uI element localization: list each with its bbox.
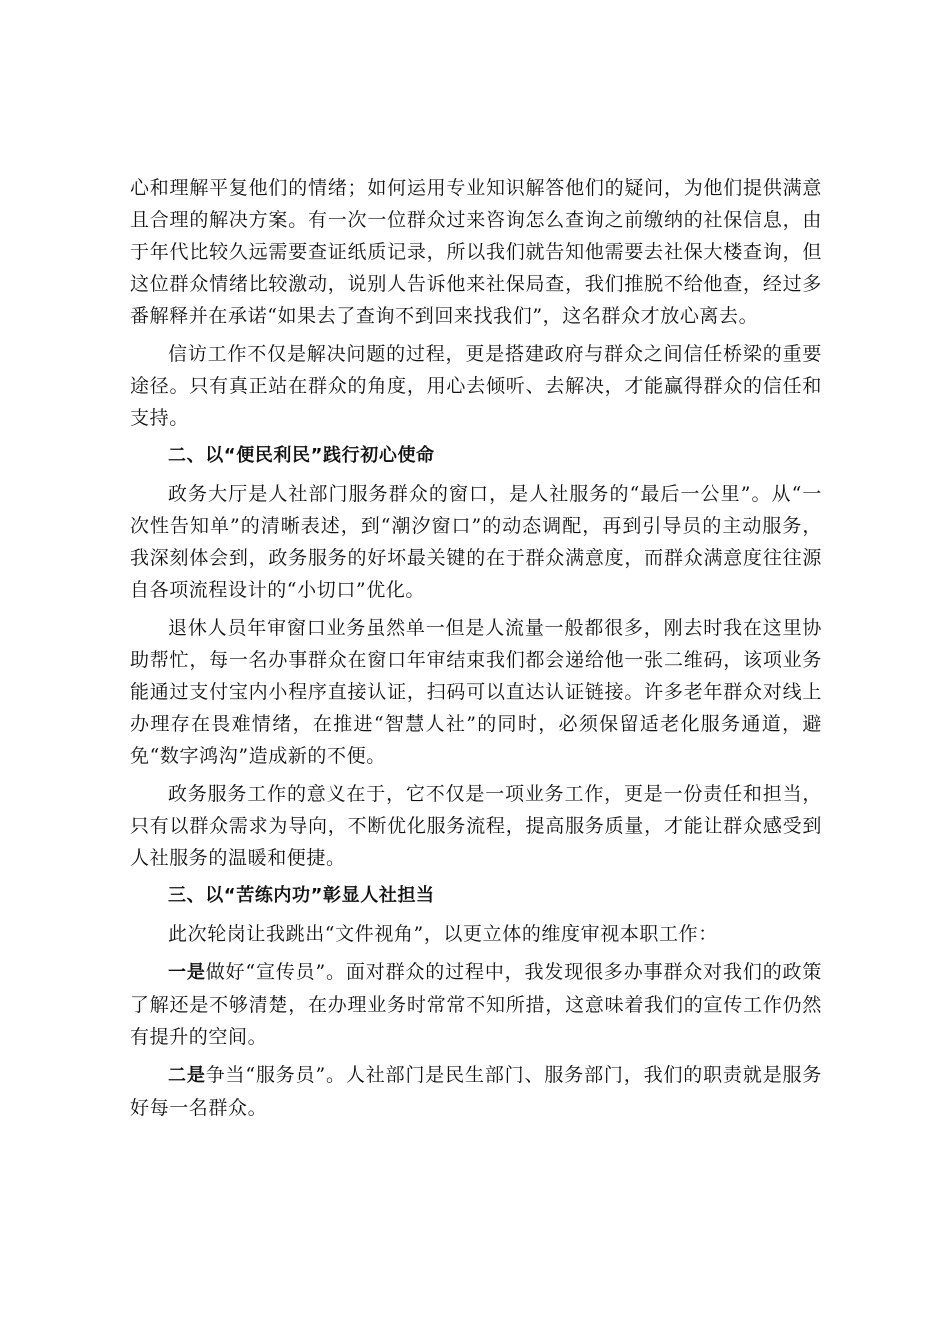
paragraph-7-text: 做好“宣传员”。面对群众的过程中，我发现很多办事群众对我们的政策了解还是不够清楚，在办理业务时常常不知所措，这意味着我们的宣传工作仍然有提升的空间。 — [130, 961, 822, 1048]
paragraph-2: 信访工作不仅是解决问题的过程，更是搭建政府与群众之间信任桥梁的重要途径。只有真正站在群众的角度，用心去倾听、去解决，才能赢得群众的信任和支持。 — [130, 343, 822, 429]
section-heading-3: 三、以“苦练内功”彰显人社担当 — [168, 885, 435, 906]
paragraph-1: 心和理解平复他们的情绪；如何运用专业知识解答他们的疑问，为他们提供满意且合理的解决方案。有一次一位群众过来咨询怎么查询之前缴纳的社保信息，由于年代比较久远需要查证纸质记录，所以我们就告知他需要去社保大楼查询，但这位群众情绪比较激动，说别人告诉他来社保局查，我们推脱不给他查，经过多番解释并在承诺“如果去了查询不到回来找我们”，这名群众才放心离去。 — [130, 177, 822, 327]
paragraph-7-lead: 一是 — [168, 962, 206, 983]
paragraph-8-text: 争当“服务员”。人社部门是民生部门、服务部门，我们的职责就是服务好每一名群众。 — [130, 1064, 822, 1119]
paragraph-4: 退休人员年审窗口业务虽然单一但是人流量一般都很多，刚去时我在这里协助帮忙，每一名办事群众在窗口年审结束我们都会递给他一张二维码，该项业务能通过支付宝内小程序直接认证，扫码可以直达认证链接。许多老年群众对线上办理存在畏难情绪，在推进“智慧人社”的同时，必须保留适老化服务通道，避免“数字鸿沟”造成新的不便。 — [130, 617, 822, 767]
paragraph-6: 此次轮岗让我跳出“文件视角”，以更立体的维度审视本职工作： — [168, 923, 718, 945]
paragraph-3: 政务大厅是人社部门服务群众的窗口，是人社服务的“最后一公里”。从“一次性告知单”的清晰表述，到“潮汐窗口”的动态调配，再到引导员的主动服务，我深刻体会到，政务服务的好坏最关键的在于群众满意度，而群众满意度往往源自各项流程设计的“小切口”优化。 — [130, 483, 822, 601]
paragraph-5: 政务服务工作的意义在于，它不仅是一项业务工作，更是一份责任和担当，只有以群众需求为导向，不断优化服务流程，提高服务质量，才能让群众感受到人社服务的温暖和便捷。 — [130, 783, 822, 869]
paragraph-8-lead: 二是 — [168, 1065, 206, 1086]
paragraph-7 — [130, 956, 822, 1053]
document-body — [130, 172, 822, 1130]
paragraph-8 — [130, 1059, 822, 1124]
section-heading-2: 二、以“便民利民”践行初心使命 — [168, 445, 435, 466]
